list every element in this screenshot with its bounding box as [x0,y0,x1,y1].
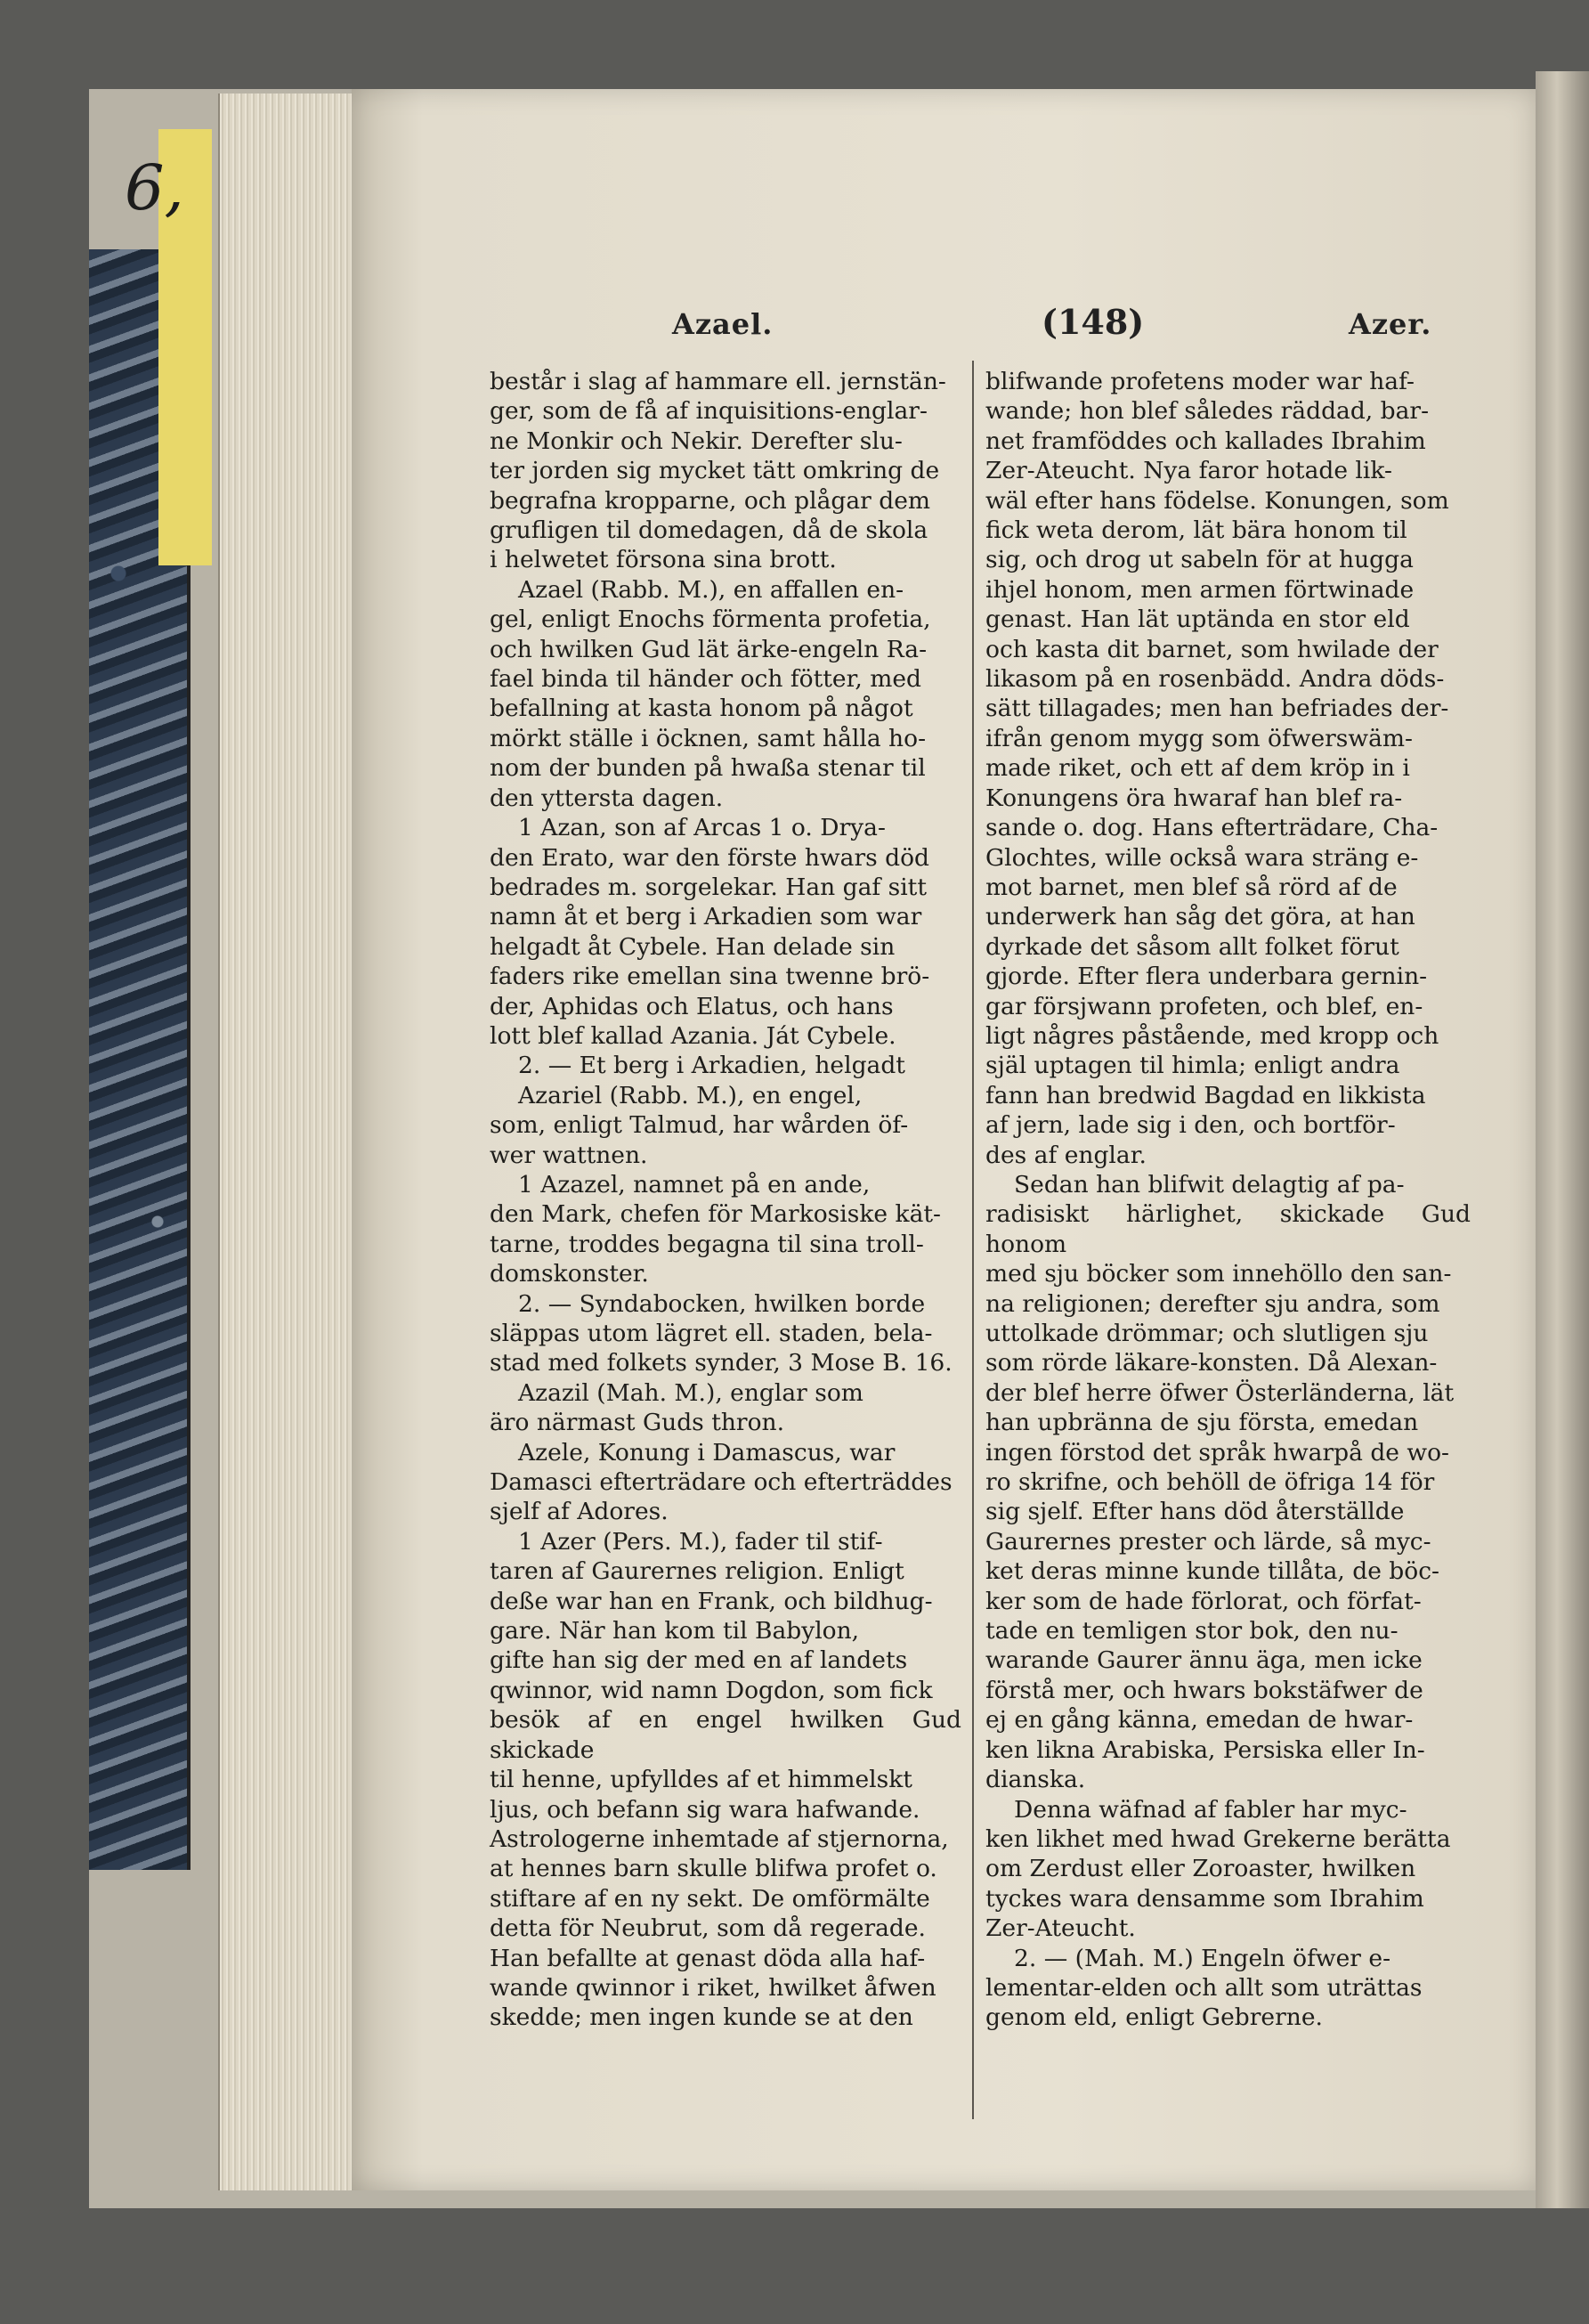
entry-azele: Azele, Konung i Damascus, war Damasci efterträdare och efterträddes sjelf af Adores. [490,1438,953,1526]
column-divider [972,361,974,2119]
entry-azan-2: 2. — Et berg i Arkadien, helgadt [518,1052,905,1080]
paragraph: Sedan han blifwit delagtig af pa- radisiskt härlighet, skickade Gud honom med sju böcker som innehöllo den san- na religionen; derefter sju andra, som uttolkade drömmar; och slutligen sju som rörde läkare-konsten. Då Alexan- der blef herre öfwer Österländerna, lät han upbränna de sju första, emedan ingen förstod det språk hwarpå de wo- ro skrifne, och behöll de öfriga 14 för sig sjelf. Efter hans död återställde Gaurernes prester och lärde, så myc- ket deras minne kunde tillåta, de böc- ker som de hade förlorat, och förfat- tade en temligen stor bok, den nu- warande Gaurer ännu äga, men icke förstå mer, och hwars bokstäfwer de ej en gång känna, emedan de hwar- ken likna Arabiska, Persiska eller In- dianska. [985,1170,1471,1794]
page-edges [218,93,353,2190]
left-column [490,367,961,2033]
entry-azazel-2: 2. — Syndabocken, hwilken borde släppas utom lägret ell. staden, bela- stad med folkets synder, 3 Mose B. 16. [490,1289,953,1377]
paragraph: Denna wäfnad af fabler har myc- ken likhet med hwad Grekerne berätta om Zerdust eller Zoroaster, hwilken tyckes wara densamme som Ibrahim Zer-Ateucht. [985,1795,1451,1943]
entry-azazel-1: 1 Azazel, namnet på en ande, den Mark, chefen för Markosiske kät- tarne, troddes begagna til sina troll- domskonster. [490,1170,941,1288]
entry-azael: Azael (Rabb. M.), en affallen en- gel, enligt Enochs förmenta profetia, och hwilken Gud lät ärke-engeln Ra- fael binda til händer och fötter, med befallning at kasta honom på något mörkt ställe i öcknen, samt hålla ho- nom der bunden på hwaßa stenar til den yttersta dagen. [490,575,931,812]
facing-page-edge [1536,71,1589,2208]
entry-azariel: Azariel (Rabb. M.), en engel, som, enligt Talmud, har wården öf- wer wattnen. [490,1081,909,1169]
header-right-word: Azer. [1349,307,1432,341]
entry-azan-1: 1 Azan, son af Arcas 1 o. Drya- den Erato, war den förste hwars död bedrades m. sorgelekar. Han gaf sitt namn åt et berg i Arkadien som war helgadt åt Cybele. Han delade sin faders rike emellan sina twenne brö- der, Aphidas och Elatus, och hans lott blef kallad Azania. Ját Cybele. [490,814,930,1050]
paragraph: består i slag af hammare ell. jernstän- ger, som de få af inquisitions-englar- ne Monkir och Nekir. Derefter slu- ter jorden sig mycket tätt omkring de begrafna kropparne, och plågar dem grufligen til domedagen, då de skola i helwetet försona sina brott. [490,368,946,574]
header-left-word: Azael. [672,307,774,341]
right-column [985,367,1471,2033]
running-header [458,302,1589,352]
paragraph: blifwande profetens moder war haf- wande; hon blef således räddad, bar- net framföddes och kallades Ibrahim Zer-Ateucht. Nya faror hotade lik- wäl efter hans födelse. Konungen, som fick weta derom, lät bära honom til sig, och drog ut sabeln för at hugga ihjel honom, men armen förtwinade genast. Han lät uptända en stor eld och kasta dit barnet, som hwilade der likasom på en rosenbädd. Andra döds- sätt tillagades; men han befriades der- ifrån genom mygg som öfwerswäm- made riket, och ett af dem kröp in i Konungens öra hwaraf han blef ra- sande o. dog. Hans efterträdare, Cha- Glochtes, wille också wara sträng e- mot barnet, men blef så rörd af de underwerk han såg det göra, at han dyrkade det såsom allt folket förut gjorde. Efter flera underbara gernin- gar försjwann profeten, och blef, en- ligt någres påstående, med kropp och själ uptagen til himla; enligt andra fann han bredwid Bagdad en likkista af jern, lade sig i den, och bortför- des af englar. [985,368,1449,1169]
page-number: (148) [1042,302,1145,342]
book-page [352,89,1536,2190]
entry-azer-2: 2. — (Mah. M.) Engeln öfwer e- lementar-elden och allt som uträttas genom eld, enligt Gebrerne. [985,1944,1423,2032]
entry-azer-1: 1 Azer (Pers. M.), fader til stif- taren af Gaurernes religion. Enligt deße war han en Frank, och bildhug- gare. När han kom til Babylon, gifte han sig der med en af landets qwinnor, wid namn Dogdon, som fick besök af en engel hwilken Gud skickade til henne, upfylldes af et himmelskt ljus, och befann sig wara hafwande. Astrologerne inhemtade af stjernorna, at hennes barn skulle blifwa profet o. stiftare af en ny sekt. De omförmälte detta för Neubrut, som då regerade. Han befallte at genast döda alla haf- wande qwinnor i riket, hwilket åfwen skedde; men ingen kunde se at den [490,1527,961,2032]
handwritten-folio-mark: 6, [125,151,184,224]
entry-azazil: Azazil (Mah. M.), englar som äro närmast Guds thron. [490,1378,863,1437]
